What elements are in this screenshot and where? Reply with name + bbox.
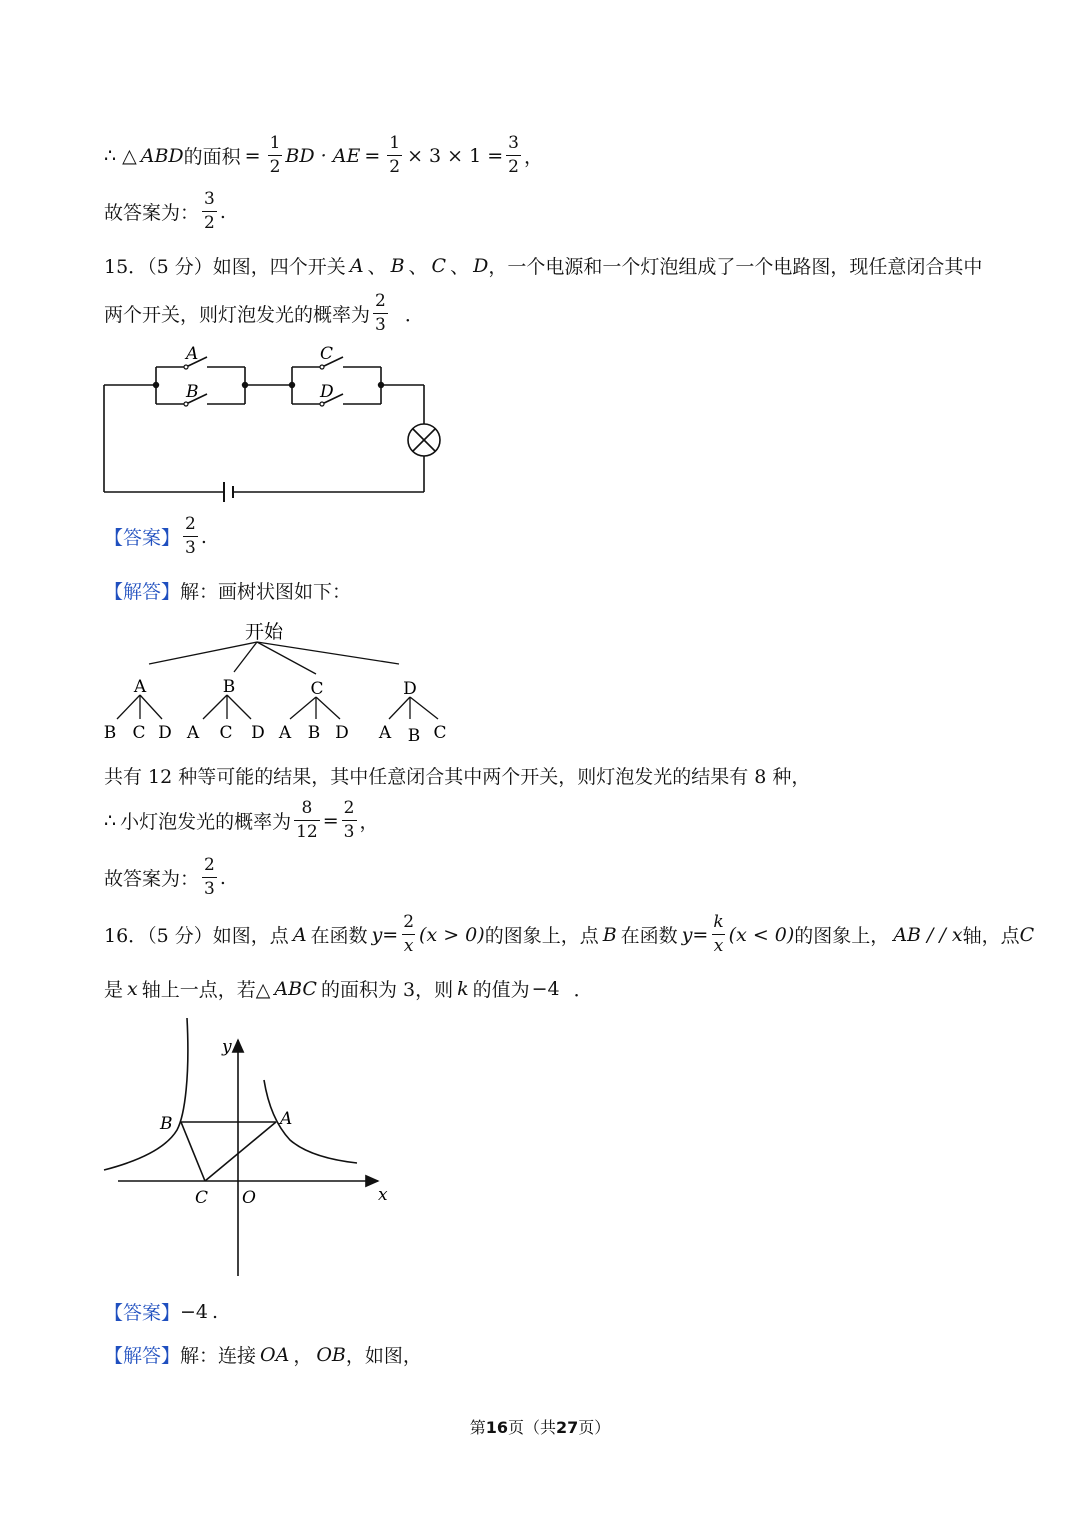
- circuit-label-a: A: [186, 344, 199, 364]
- domain-condition: (x > 0): [419, 923, 485, 946]
- text: 的图象上，点: [484, 925, 599, 947]
- text: 在函数: [310, 925, 368, 947]
- footer-text: 第: [469, 1418, 486, 1437]
- label-c: C: [195, 1188, 209, 1208]
- segment-bc: [181, 1122, 205, 1181]
- fraction-2-over-x: $\frac{2}{x}$: [403, 912, 415, 956]
- fraction-half-2: $\frac{1}{2}$: [389, 133, 401, 177]
- period: .: [200, 525, 207, 548]
- area-text: 的面积: [183, 146, 241, 168]
- switch-b-label: B: [390, 254, 405, 277]
- segment-ca: [205, 1122, 276, 1181]
- var-x: x: [127, 977, 138, 1000]
- area-calculation-line: [104, 135, 543, 176]
- label-y: y: [222, 1037, 232, 1057]
- period: ．: [573, 979, 593, 1001]
- answer-tag: 【答案】: [104, 527, 181, 549]
- fraction-three-halves: $\frac{3}{2}$: [508, 133, 519, 177]
- segment-oa: OA: [260, 1343, 290, 1366]
- switch-d-label: D: [473, 254, 489, 277]
- explanation-line-2: [104, 800, 379, 841]
- tree-leaf: C: [433, 723, 447, 743]
- curve-left: [104, 1018, 188, 1170]
- period: .: [219, 200, 226, 223]
- tree-leaf: D: [251, 723, 265, 743]
- text: 的面积为 3，则: [320, 979, 454, 1001]
- bd-ae-product: BD · AE: [285, 144, 361, 167]
- ab-parallel: AB / / x: [893, 923, 963, 946]
- question-16-intro: 16．（5 分）如图，点: [104, 925, 289, 947]
- curve-right: [264, 1080, 357, 1163]
- var-y: y: [371, 923, 383, 946]
- separator: 、: [408, 256, 428, 278]
- tree-node-d: D: [403, 679, 417, 699]
- circuit-label-c: C: [320, 344, 334, 364]
- answer-value: −4: [531, 977, 560, 1000]
- footer-text: 页（共: [507, 1418, 556, 1437]
- answer-16-value: −4: [180, 1300, 209, 1323]
- label-x: x: [378, 1185, 388, 1205]
- answer-fraction: $\frac{2}{3}$: [204, 855, 215, 899]
- question-15-answer-fraction: $\frac{2}{3}$: [375, 291, 386, 335]
- probability-text: 小灯泡发光的概率为: [120, 811, 292, 833]
- separator: 、: [367, 256, 387, 278]
- equals-sign: =: [322, 809, 339, 832]
- solution-15: [104, 577, 351, 604]
- comma: ，: [524, 146, 544, 168]
- var-y: y: [681, 923, 693, 946]
- tree-leaf: B: [103, 723, 117, 743]
- therefore-symbol: ∴: [104, 144, 117, 167]
- fraction-8-12: $\frac{8}{12}$: [296, 798, 318, 842]
- function-graph: [100, 1010, 400, 1285]
- label-a: A: [280, 1109, 293, 1129]
- solution-tag: 【解答】: [104, 1345, 181, 1367]
- tree-diagram: [95, 612, 465, 748]
- explanation-line-3: [104, 857, 226, 898]
- question-15-line-1: [104, 252, 982, 279]
- fraction-k-over-x: $\frac{k}{x}$: [713, 912, 724, 956]
- page-footer: [0, 1415, 1080, 1438]
- triangle-abc: ABC: [274, 977, 317, 1000]
- solution-16-tail: ，如图，: [345, 1345, 422, 1367]
- tree-leaf: B: [407, 726, 421, 746]
- text: 的图象上，: [794, 925, 890, 947]
- label-o: O: [242, 1188, 256, 1208]
- tree-leaf: D: [158, 723, 172, 743]
- equals-sign: =: [364, 144, 381, 167]
- question-16-line-1: [104, 914, 1034, 955]
- multiplication: × 3 × 1 =: [407, 144, 504, 167]
- solution-tag: 【解答】: [104, 581, 181, 603]
- circuit-label-b: B: [186, 382, 199, 402]
- equals-sign: =: [692, 923, 709, 946]
- tree-leaf: C: [132, 723, 146, 743]
- comma: ，: [359, 811, 379, 833]
- switch-a-label: A: [349, 254, 364, 277]
- text: 是: [104, 979, 124, 1001]
- answer-line-14: [104, 191, 226, 232]
- tree-leaf: A: [186, 723, 200, 743]
- explanation-line-1: [104, 762, 810, 789]
- triangle-symbol: △: [122, 144, 137, 167]
- page-number: 16: [485, 1418, 508, 1437]
- point-c: C: [1019, 923, 1035, 946]
- tree-node-a: A: [133, 677, 147, 697]
- text: 轴上一点，若△: [141, 979, 271, 1001]
- tree-leaf: A: [378, 723, 392, 743]
- var-k: k: [457, 977, 469, 1000]
- footer-text: 页）: [578, 1418, 611, 1437]
- switch-c-label: C: [431, 254, 447, 277]
- question-15-tail: ，一个电源和一个灯泡组成了一个电路图，现任意闭合其中: [488, 256, 983, 278]
- tree-leaf: D: [335, 723, 349, 743]
- equals-sign: =: [382, 923, 399, 946]
- equals-sign: =: [244, 144, 261, 167]
- answer-fraction: $\frac{3}{2}$: [204, 189, 215, 233]
- solution-16: [104, 1341, 422, 1368]
- text: 在函数: [620, 925, 678, 947]
- text: 轴，点: [962, 925, 1020, 947]
- fraction-half-1: $\frac{1}{2}$: [269, 133, 281, 177]
- total-pages: 27: [556, 1418, 579, 1437]
- answer-label: 故答案为：: [104, 868, 200, 890]
- tree-node-b: B: [222, 677, 236, 697]
- tree-leaf: B: [307, 723, 321, 743]
- solution-16-text: 解：连接: [180, 1345, 257, 1367]
- tree-leaf: C: [219, 723, 233, 743]
- tree-root: 开始: [244, 621, 284, 643]
- period: .: [219, 866, 226, 889]
- explanation-text: 共有 12 种等可能的结果，其中任意闭合其中两个开关，则灯泡发光的结果有 8 种，: [104, 766, 811, 788]
- circuit-label-d: D: [320, 382, 334, 402]
- separator: ，: [293, 1345, 313, 1367]
- answer-15: [104, 516, 207, 557]
- tree-leaf: A: [278, 723, 292, 743]
- fraction-2-3: $\frac{2}{3}$: [343, 798, 355, 842]
- question-15-line-2: [104, 293, 424, 334]
- answer-tag: 【答案】: [104, 1302, 181, 1324]
- triangle-name: ABD: [140, 144, 184, 167]
- point-b: B: [602, 923, 617, 946]
- question-16-line-2: [104, 975, 593, 1002]
- text: 的值为: [472, 979, 530, 1001]
- period: .: [212, 1300, 219, 1323]
- segment-ob: OB: [316, 1343, 346, 1366]
- label-b: B: [160, 1114, 173, 1134]
- therefore-symbol: ∴: [104, 809, 117, 832]
- period: ．: [404, 304, 424, 326]
- solution-15-text: 解：画树状图如下：: [180, 581, 352, 603]
- domain-condition: (x < 0): [728, 923, 795, 946]
- answer-label: 故答案为：: [104, 202, 200, 224]
- answer-15-fraction: $\frac{2}{3}$: [185, 514, 196, 558]
- question-15-text: 两个开关，则灯泡发光的概率为: [104, 304, 371, 326]
- tree-node-c: C: [310, 679, 324, 699]
- answer-16: [104, 1298, 218, 1325]
- circuit-diagram: [95, 340, 455, 505]
- separator: 、: [450, 256, 470, 278]
- point-a: A: [292, 923, 307, 946]
- question-15-intro: 15．（5 分）如图，四个开关: [104, 256, 346, 278]
